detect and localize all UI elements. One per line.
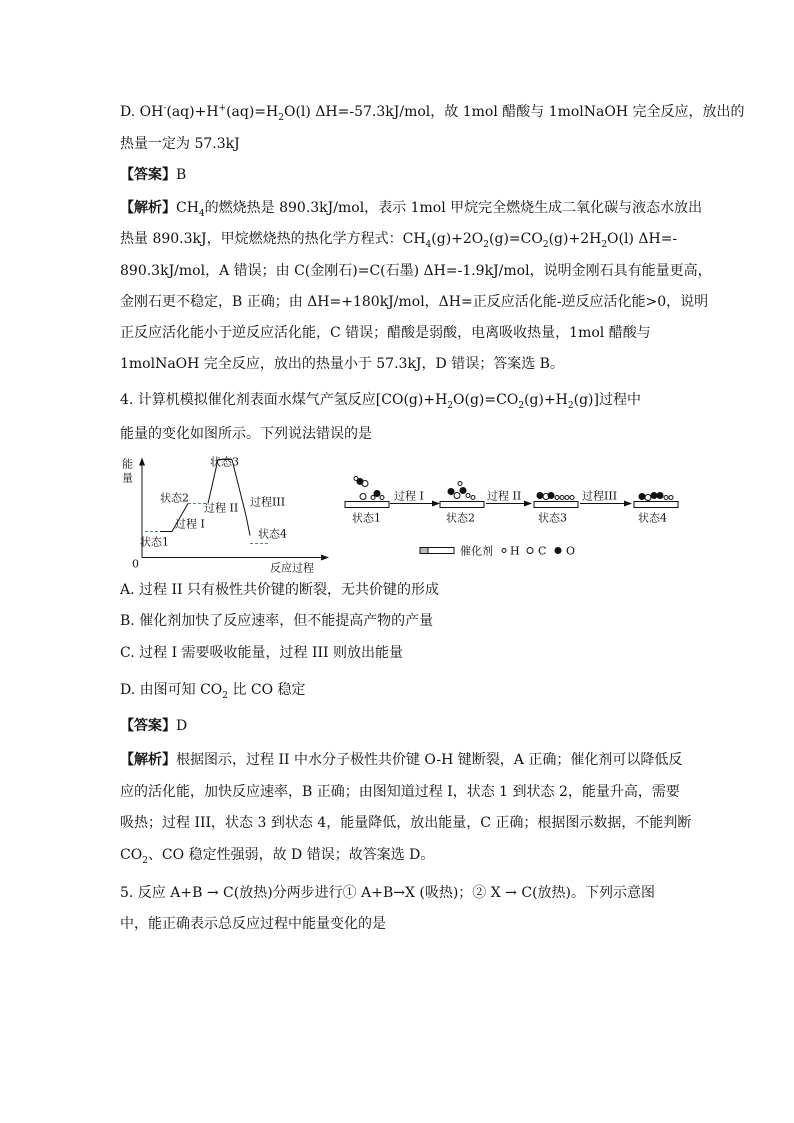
h-atom bbox=[471, 496, 475, 500]
legend-catalyst-label: 催化剂 bbox=[460, 544, 493, 558]
y-axis-label-2: 量 bbox=[122, 471, 133, 485]
q3-analysis-line2: 热量 890.3kJ，甲烷燃烧热的热化学方程式：$CH_4(g)+2O_2(g)=CO_2(g)+2H_2O(l)$ ΔH=- bbox=[120, 231, 678, 250]
process1-label: 过程 I bbox=[175, 517, 205, 531]
h-atom bbox=[555, 496, 559, 500]
q4-answer: 【答案】D bbox=[120, 718, 188, 734]
q3-analysis-line3: 890.3kJ/mol，A 错误；由 C(金刚石)=C(石墨) ΔH=-1.9kJ/mol，说明金刚石具有能量更高， bbox=[120, 263, 712, 279]
mol-state4-label: 状态4 bbox=[638, 511, 667, 525]
o-atom bbox=[537, 492, 544, 499]
q3-analysis-line5: 正反应活化能小于逆反应活化能，C 错误；醋酸是弱酸，电离吸收热量，1mol 醋酸与 bbox=[120, 325, 651, 341]
state2-label: 状态2 bbox=[160, 491, 189, 505]
legend-o-icon bbox=[555, 547, 562, 554]
catalyst-surface-2 bbox=[440, 502, 484, 508]
h-atom bbox=[371, 496, 375, 500]
state1-label: 状态1 bbox=[140, 535, 169, 549]
q3-answer: 【答案】B bbox=[120, 167, 187, 183]
q4-analysis-line1: 【解析】根据图示，过程 II 中水分子极性共价键 O-H 键断裂，A 正确；催化剂可以降低反 bbox=[120, 752, 683, 768]
h-atom bbox=[354, 477, 358, 481]
process2-label: 过程 II bbox=[204, 501, 239, 515]
q3-option-d-line2: 热量一定为 57.3kJ bbox=[120, 136, 240, 152]
state3-label: 状态3 bbox=[210, 455, 239, 469]
o-atom bbox=[548, 492, 555, 499]
q4-option-c: C. 过程 I 需要吸收能量，过程 III 则放出能量 bbox=[120, 645, 404, 661]
q3-option-d: D. $OH^-(aq)+H^+(aq)=H_2O(l)$ ΔH=-57.3kJ/mol，故 1mol 醋酸与 1molNaOH 完全反应，放出的 bbox=[120, 103, 745, 123]
legend-h-label: H bbox=[510, 544, 520, 558]
q5-stem-line2: 中，能正确表示总反应过程中能量变化的是 bbox=[120, 916, 386, 932]
o-atom bbox=[651, 492, 658, 499]
molecular-process bbox=[345, 477, 678, 558]
h-atom bbox=[570, 496, 574, 500]
q3-analysis-line1: 【解析】$CH_4$的燃烧热是 890.3kJ/mol，表示 1mol 甲烷完全燃烧生成二氧化碳与液态水放出 bbox=[120, 200, 703, 219]
catalyst-surface-4 bbox=[634, 502, 678, 508]
q3-analysis-line4: 金刚石更不稳定，B 正确；由 ΔH=+180kJ/mol，ΔH=正反应活化能-逆反应活化能>0，说明 bbox=[120, 294, 709, 310]
h-atom bbox=[458, 482, 462, 486]
mol-process3-label: 过程III bbox=[582, 489, 618, 503]
q4-option-a: A. 过程 II 只有极性共价键的断裂，无共价键的形成 bbox=[120, 582, 439, 598]
o-atom bbox=[460, 487, 467, 494]
c-atom bbox=[360, 494, 366, 500]
mol-state3-label: 状态3 bbox=[538, 511, 567, 525]
y-axis-label-1: 能 bbox=[122, 457, 133, 471]
q4-analysis-line3: 吸热；过程 III，状态 3 到状态 4，能量降低，放出能量，C 正确；根据图示数据，不能判断 bbox=[120, 815, 692, 831]
legend-o-label: O bbox=[566, 544, 576, 558]
energy-diagram bbox=[122, 455, 329, 575]
legend-c-label: C bbox=[538, 544, 547, 558]
q4-option-d: D. 由图可知 $CO_2$ 比 CO 稳定 bbox=[120, 682, 306, 701]
o-atom bbox=[448, 488, 455, 495]
h-atom bbox=[664, 496, 668, 500]
q3-analysis-line6: 1molNaOH 完全反应，放出的热量小于 57.3kJ，D 错误；答案选 B。 bbox=[120, 356, 564, 372]
q4-option-b: B. 催化剂加快了反应速率，但不能提高产物的产量 bbox=[120, 613, 434, 629]
h-atom bbox=[669, 496, 673, 500]
x-axis-label: 反应过程 bbox=[270, 561, 314, 575]
mol-state2-label: 状态2 bbox=[446, 511, 475, 525]
y-axis-arrow bbox=[139, 458, 145, 466]
arrow-3-head bbox=[624, 501, 632, 507]
arrow-1-head bbox=[432, 501, 440, 507]
h-atom bbox=[466, 494, 470, 498]
mol-process1-label: 过程 I bbox=[394, 489, 424, 503]
c-atom bbox=[454, 493, 460, 499]
origin-label: 0 bbox=[132, 557, 139, 571]
h-atom bbox=[560, 496, 564, 500]
arrow-2-head bbox=[524, 501, 532, 507]
process3-segment bbox=[246, 516, 250, 536]
catalyst-surface-1 bbox=[345, 502, 389, 508]
mol-state1-label: 状态1 bbox=[352, 511, 381, 525]
h-atom bbox=[565, 496, 569, 500]
legend-c-icon bbox=[527, 548, 533, 554]
q5-stem-line1: 5. 反应 A+B → C(放热)分两步进行① A+B→X (吸热)；② X → C(放热)。下列示意图 bbox=[120, 885, 655, 901]
catalyst-surface-3 bbox=[534, 502, 578, 508]
legend-catalyst-swatch-end bbox=[420, 548, 428, 554]
h-atom bbox=[380, 496, 384, 500]
c-atom bbox=[362, 481, 368, 487]
q4-figure bbox=[120, 448, 680, 588]
process3-label: 过程III bbox=[250, 495, 286, 509]
q4-analysis-line2: 应的活化能，加快反应速率，B 正确；由图知道过程 I，状态 1 到状态 2，能量升高，需要 bbox=[120, 784, 680, 800]
state4-label: 状态4 bbox=[258, 527, 287, 541]
c-atom bbox=[645, 495, 651, 501]
q4-stem-line1: 4. 计算机模拟催化剂表面水煤气产氢反应$[CO(g)+H_2O(g)=CO_2(g)+H_2(g)]$过程中 bbox=[120, 392, 641, 411]
o-atom bbox=[639, 493, 646, 500]
q4-analysis-line4: $CO_2$、CO 稳定性强弱，故 D 错误；故答案选 D。 bbox=[120, 847, 435, 866]
mol-process2-label: 过程 II bbox=[487, 489, 522, 503]
q4-stem-line2: 能量的变化如图所示。下列说法错误的是 bbox=[120, 426, 372, 442]
x-axis-arrow bbox=[321, 555, 329, 561]
o-atom bbox=[657, 492, 664, 499]
legend-h-icon bbox=[502, 549, 506, 553]
